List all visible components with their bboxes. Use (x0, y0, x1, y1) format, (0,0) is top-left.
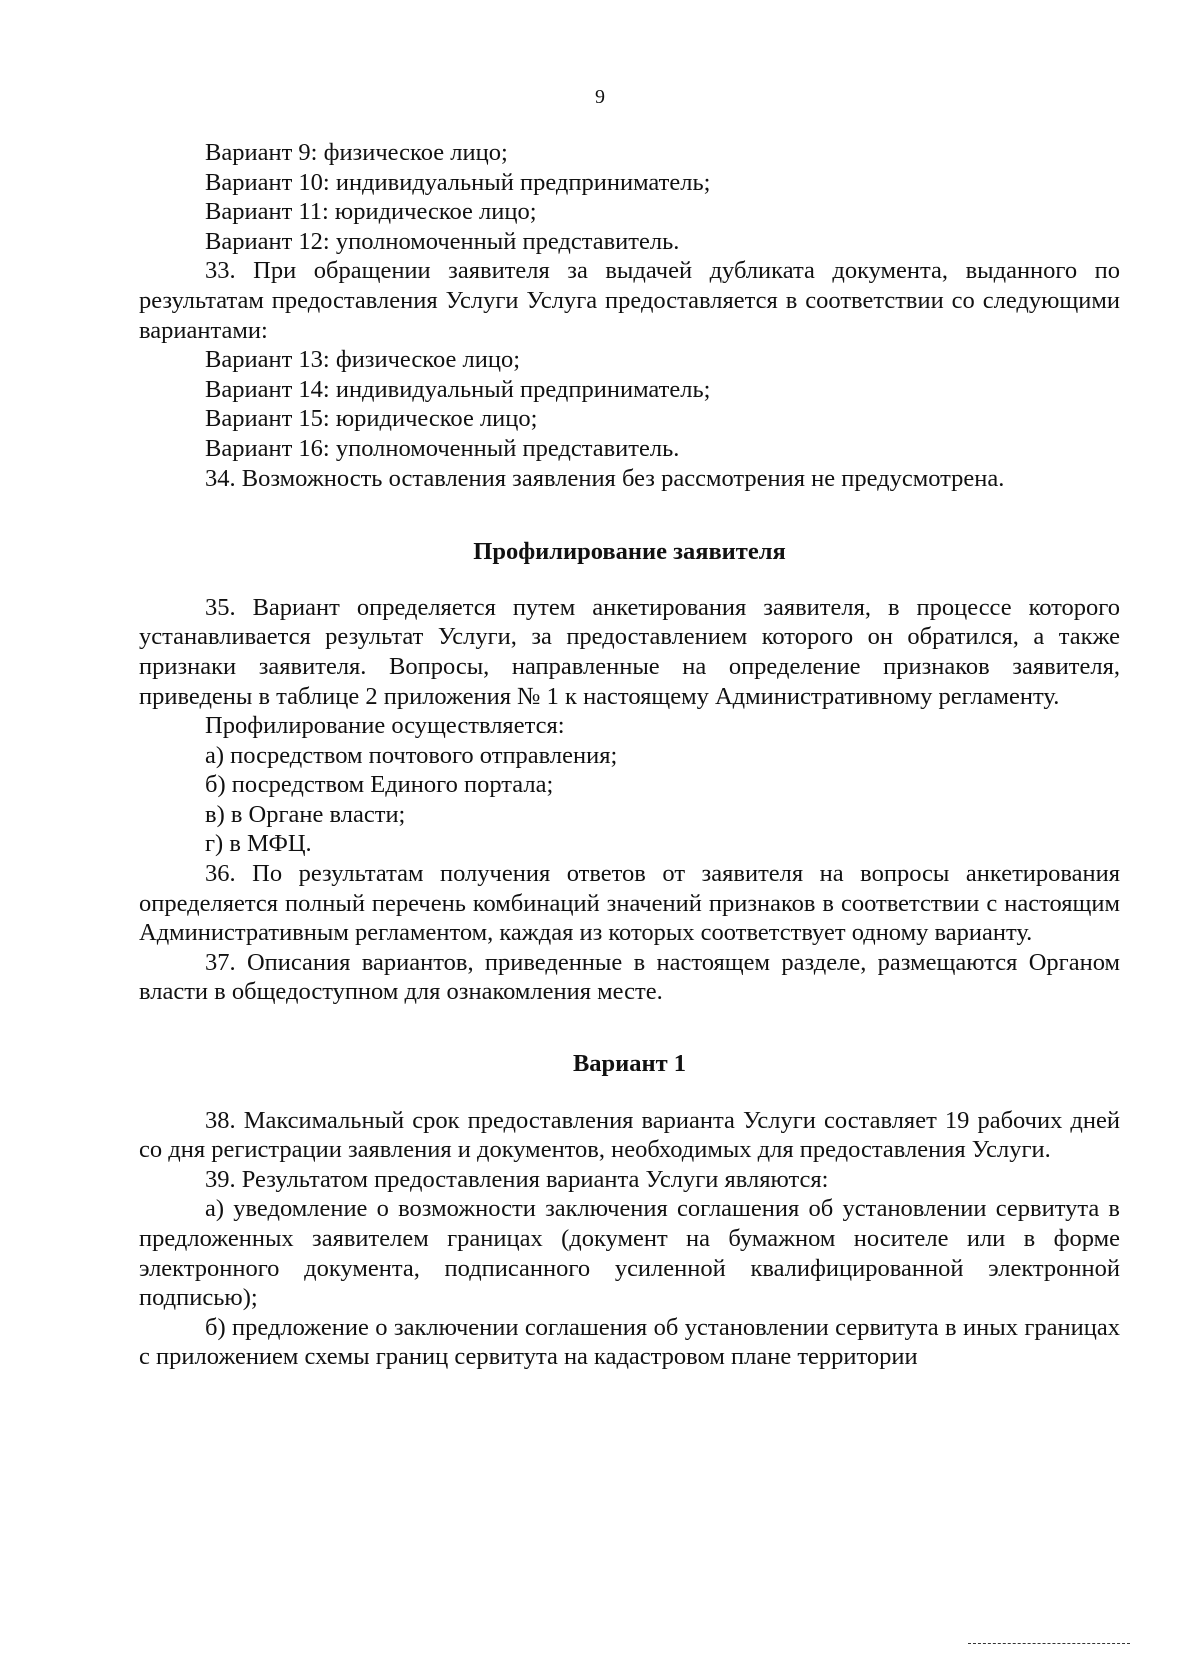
list-item-g: г) в МФЦ. (205, 830, 312, 858)
result-item-b: б) предложение о заключении соглашения об установлении сервитута в иных границах с приложением схемы границ сервитута на кадастровом плане территории (139, 1313, 1120, 1371)
paragraph-36: 36. По результатам получения ответов от заявителя на вопросы анкетирования определяется полный перечень комбинаций значений признаков в соответствии с настоящим Административным регламентом, каждая из которых соответствует одному варианту. (139, 860, 1120, 947)
paragraph-39: 39. Результатом предоставления варианта Услуги являются: (205, 1165, 829, 1193)
list-item-b: б) посредством Единого портала; (205, 771, 554, 799)
paragraph-35: 35. Вариант определяется путем анкетирования заявителя, в процессе которого устанавливается результат Услуги, за предоставлением которого он обратился, а также признаки заявителя. Вопросы, направленные на определение признаков заявителя, приведены в таблице 2 приложения № 1 к настоящему Административному регламенту. (139, 593, 1120, 710)
paragraph-variant-9: Вариант 9: физическое лицо; (205, 139, 508, 166)
paragraph-33: 33. При обращении заявителя за выдачей дубликата документа, выданного по результатам предоставления Услуги Услуга предоставляется в соответствии со следующими вариантами: (139, 257, 1120, 344)
paragraph-34: 34. Возможность оставления заявления без рассмотрения не предусмотрена. (205, 464, 1005, 492)
paragraph-variant-14: Вариант 14: индивидуальный предприниматель; (205, 375, 711, 403)
paragraph-variant-12: Вариант 12: уполномоченный представитель. (205, 227, 680, 255)
paragraph-variant-10: Вариант 10: индивидуальный предприниматель; (205, 168, 711, 196)
paragraph-profiling-intro: Профилирование осуществляется: (205, 712, 565, 740)
list-item-v: в) в Органе власти; (205, 800, 406, 828)
list-item-a: а) посредством почтового отправления; (205, 741, 618, 769)
document-body (139, 138, 1120, 1372)
paragraph-variant-11: Вариант 11: юридическое лицо; (205, 198, 537, 226)
paragraph-variant-13: Вариант 13: физическое лицо; (205, 346, 520, 374)
section-heading-profiling: Профилирование заявителя (473, 538, 786, 566)
paragraph-variant-15: Вариант 15: юридическое лицо; (205, 405, 538, 433)
page-number: 9 (595, 86, 605, 108)
paragraph-37: 37. Описания вариантов, приведенные в настоящем разделе, размещаются Органом власти в общедоступном для ознакомления месте. (139, 948, 1120, 1006)
paragraph-variant-16: Вариант 16: уполномоченный представитель. (205, 434, 680, 462)
footer-dashed-line (968, 1643, 1130, 1644)
section-heading-variant-1: Вариант 1 (572, 1050, 687, 1078)
result-item-a: а) уведомление о возможности заключения соглашения об установлении сервитута в предложенных заявителем границах (документ на бумажном носителе или в форме электронного документа, подписанного усиленной квалифицированной электронной подписью); (139, 1195, 1120, 1312)
paragraph-38: 38. Максимальный срок предоставления варианта Услуги составляет 19 рабочих дней со дня регистрации заявления и документов, необходимых для предоставления Услуги. (139, 1106, 1120, 1164)
